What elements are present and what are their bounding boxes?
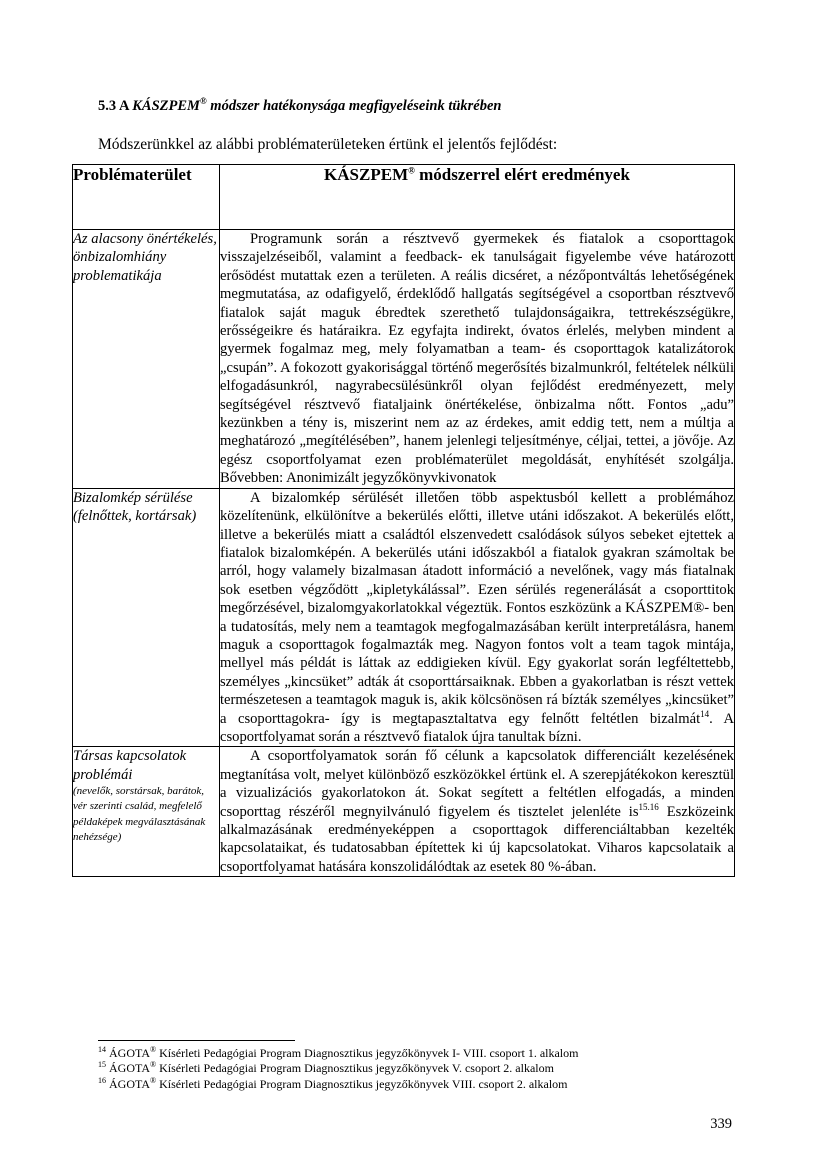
section-heading [98,98,502,115]
result-paragraph: Programunk során a résztvevő gyermekek és fiatalok a csoporttagok visszajelzéseiből, valamint a feedback- ek tanulságait figyelembe véve határozott erősödést mutattak ezen a területen. A reális dicséret, a nézőpontváltás lehetőségének megmutatása, az odafigyelő, érdeklődő hallgatás segítségével a csoportban résztvevő fiatalok saját maguk ébredtek szerethető tulajdonságaikra, tettrekészségükre, erősségeikre és határaikra. Ez egyfajta indirekt, óvatos érlelés, melyben mindent a gyermek fogalmaz meg, mely folyamatban a team- és csoporttagok katalizátorok „csupán”. A fokozott gyakorisággal történő megerősítés bizalmunkról, feltételek nélküli elfogadásunkról, nagyrabecsülésünkről olyan fejlődést eredményezett, mely segítségével résztvevő fiataljaink önértékelése, önbizalma nőtt. Fontos „adu” kezünkben a tény is, miszerint nem az az érdekes, amit eddig tett, nem a múltja a meghatározó „megítélésében”, hanem jelenlegi teljesítménye, céljai, tettei, a jövője. Az egész csoportfolyamat ezen problématerület megoldását, enyhítését szolgálja. Bővebben: Anonimizált jegyzőkönyvkivonatok [220,231,734,487]
row-problem-label [73,747,220,877]
problem-label-text: Bizalomkép sérülése (felnőttek, kortársak) [73,489,197,525]
result-paragraph: A csoportfolyamatok során fő célunk a kapcsolatok differenciált kezelésének megtanítása volt, melyet különböző eszközökkel értünk el. A szerepjátékokon keresztül a vizualizációs gyakorlatokon át. Sokat segített a feltétlen elfogadás, a minden csoporttag részéről megnyilvánuló figyelem és tisztelet jelenléte is [220,748,734,820]
header-results-rest: módszerrel elért eredmények [414,165,630,184]
footnote-item [98,1046,578,1061]
row-result-text [220,230,735,489]
row-result-text [220,747,735,877]
footnote-text: Kísérleti Pedagógiai Program Diagnosztikus jegyzőkönyvek I- VIII. csoport 1. alkalom [156,1046,579,1060]
footnote-text: Kísérleti Pedagógiai Program Diagnosztikus jegyzőkönyvek VIII. csoport 2. alkalom [156,1076,568,1091]
header-registered-mark: ® [408,165,415,176]
row-problem-label [73,488,220,747]
table-row [73,488,735,747]
footnote-number: 16 [98,1075,106,1085]
row-problem-label [73,230,220,489]
problem-label-text: Az alacsony önértékelés, önbizalomhiány problematikája [73,231,217,284]
registered-mark: ® [199,96,207,107]
footnote-registered-mark: ® [150,1060,157,1070]
row-result-text [220,488,735,747]
header-results-method: KÁSZPEM [324,165,409,184]
footnote-number: 15 [98,1060,106,1070]
footnote-text: Kísérleti Pedagógiai Program Diagnosztikus jegyzőkönyvek V. csoport 2. alkalom [156,1061,554,1076]
intro-sentence: Módszerünkkel az alábbi problématerületeken értünk el jelentős fejlődést: [98,136,558,153]
section-title-method: KÁSZPEM [132,98,200,114]
footnote-divider [98,1040,295,1041]
results-table [72,164,735,877]
header-results [220,165,735,230]
footnote-number: 14 [98,1045,106,1054]
table-header-row [73,165,735,230]
table-row [73,230,735,489]
table-row [73,747,735,877]
footnote-ref[interactable]: 15.16 [638,801,659,812]
result-paragraph-end: . A csoportfolyamat során a résztvevő fiatalok újra tanultak bízni. [220,710,734,745]
footnote-program: ÁGOTA [106,1076,151,1091]
footnote-program: ÁGOTA [106,1061,151,1076]
section-number: 5.3 A [98,98,133,114]
footnote-registered-mark: ® [150,1075,157,1085]
section-title-rest: módszer hatékonysága megfigyeléseink tükrében [206,98,502,114]
footnote-program: ÁGOTA [106,1046,151,1060]
footnote-registered-mark: ® [150,1045,157,1054]
header-problem-area: Problématerület [73,165,220,230]
problem-label-text: Társas kapcsolatok problémái [73,748,187,783]
problem-label-detail: (nevelők, sorstársak, barátok, vér szerinti család, megfelelő példaképek megválasztásának nehézsége) [73,785,206,844]
footnote-item [98,1061,578,1076]
footnote-ref[interactable]: 14 [700,708,710,719]
result-paragraph-end: Eszközeink alkalmazásának eredményeképpen a csoporttagok differenciáltabban kezelték kapcsolataikat, és tudatosabban építettek ki új kapcsolatokat. Viharos kapcsolataik a csoportfolyamat hatására konszolidálódtak az esetek 80 %-ában. [220,803,734,875]
footnote-item [98,1077,578,1092]
footnotes [98,1046,578,1092]
result-paragraph: A bizalomkép sérülését illetően több aspektusból kellett a problémához közelítenünk, elkülönítve a bekerülés előtti, illetve utáni időszakot. A bekerülés előtt, illetve a bekerülés miatt a családtól elszenvedett csalódások súlyos sebeket ejtettek a fiatalok bizalomképén. A bekerülés utáni időszakból a fiatalok gyakran számoltak be arról, hogy valamely bizalmasan átadott információ a nevelőnek, vagy más fiatalnak sok esetben végződött „kipletykálással”. Ezen sérülés regenerálását a csoporttitok megőrzésével, bizalomgyakorlatokkal végeztük. Fontos eszközünk a KÁSZPEM®- ben a tudatosítás, mely nem a teamtagok megfogalmazásában került interpretálásra, hanem maguk a csoporttagok fogalmazták meg. Nagyon fontos volt a team tagok mintája, mellyel más példát is láttak az eddigieken kívül. Egy gyakorlat során legféltettebb, személyes „kincsüket” adták át csoporttársaiknak. Ebben a gyakorlatban is részt vettek természetesen a teamtagok maguk is, akik kölcsönösen rá bízták személyes „kincsüket” a csoporttagokra- így is megtapasztaltatva egy felnőtt feltétlen bizalmát [220,489,734,727]
page-number: 339 [710,1116,732,1132]
